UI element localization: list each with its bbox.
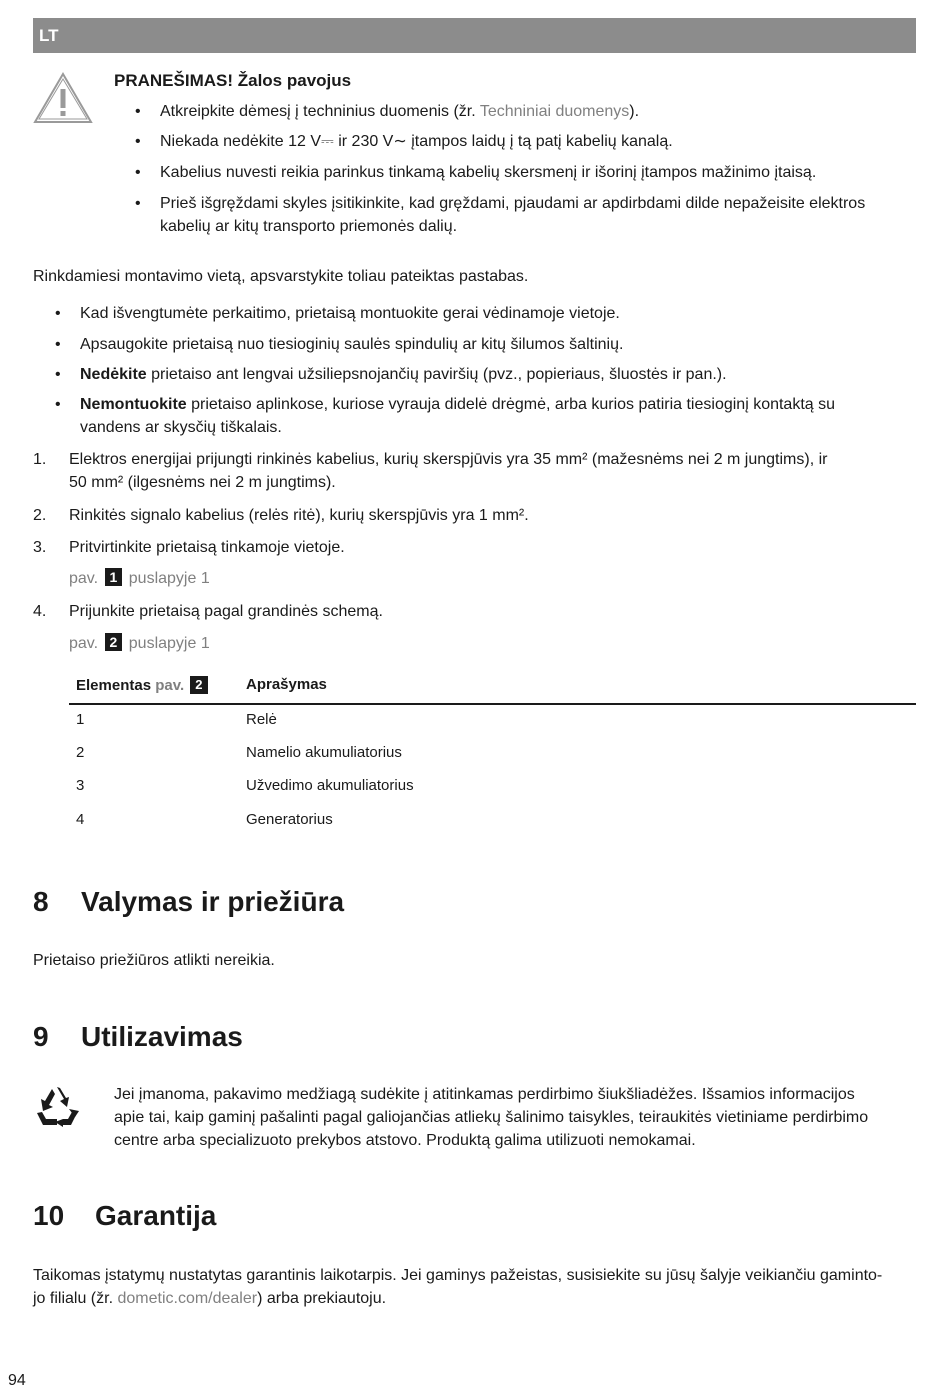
table-cell-description: Relė (246, 711, 277, 728)
bullet-dot: • (55, 305, 61, 322)
bullet-dot: • (135, 133, 141, 150)
notice-item (135, 161, 817, 184)
consideration-text: prietaiso aplinkose, kuriose vyrauja didelė drėgmė, arba kurios patiria tiesioginį kontaktą su (186, 396, 836, 413)
consideration-item (55, 363, 727, 386)
section-number: 9 (33, 1021, 49, 1052)
step-3 (33, 536, 913, 559)
intro-paragraph: Rinkdamiesi montavimo vietą, apsvarstykite toliau pateiktas pastabas. (33, 268, 529, 285)
section-9-line: Jei įmanoma, pakavimo medžiagą sudėkite į atitinkamas perdirbimo šiukšliadėžes. Išsamios informacijos (114, 1086, 855, 1103)
step-number: 4. (33, 603, 47, 620)
table-cell-description: Užvedimo akumuliatorius (246, 777, 414, 794)
section-10-heading (33, 1200, 216, 1232)
step-text: Pritvirtinkite prietaisą tinkamoje vietoje. (69, 539, 345, 556)
notice-item (135, 192, 866, 238)
bullet-dot: • (55, 336, 61, 353)
bullet-dot: • (55, 396, 61, 413)
tech-data-link[interactable]: Techniniai duomenys (479, 103, 630, 120)
section-9-body (114, 1083, 868, 1152)
section-9-line: apie tai, kaip gaminį pašalinti pagal galiojančias atliekų šalinimo taisykles, teiraukitės vietiniame perdirbimo (114, 1109, 869, 1126)
notice-item-text: Kabelius nuvesti reikia parinkus tinkamą kabelių skersmenį ir išorinį įtampos mažinimo įtaisą. (160, 164, 817, 181)
consideration-text: Kad išvengtumėte perkaitimo, prietaisą montuokite gerai vėdinamoje vietoje. (80, 305, 620, 322)
table-cell-description: Generatorius (246, 811, 333, 828)
table-header-label: Elementas (76, 677, 152, 694)
section-9-heading (33, 1021, 243, 1053)
section-title: Utilizavimas (81, 1021, 243, 1052)
section-10-line: Taikomas įstatymų nustatytas garantinis laikotarpis. Jei gaminys pažeistas, susisiekite su jūsų šalyje veikiančiu gaminto- (33, 1267, 883, 1284)
table-cell-item: 4 (76, 811, 85, 828)
section-10-line2-start: jo filialu (žr. (33, 1290, 118, 1307)
notice-title: PRANEŠIMAS! Žalos pavojus (114, 71, 352, 90)
bullet-dot: • (135, 164, 141, 181)
figure-number-badge: 1 (105, 568, 123, 586)
step-text: Prijunkite prietaisą pagal grandinės schemą. (69, 603, 383, 620)
dealer-link[interactable]: dometic.com/dealer (117, 1290, 258, 1307)
figure-number-badge: 2 (190, 676, 207, 694)
table-cell-item: 3 (76, 777, 85, 794)
figure-ref-prefix: pav. (69, 570, 99, 587)
notice-item-text: Atkreipkite dėmesį į techninius duomenis (žr. (160, 103, 480, 120)
table-header-description: Aprašymas (246, 676, 327, 693)
consideration-text: prietaiso ant lengvai užsiliepsnojančių paviršių (pvz., popieriaus, šluostės ir pan.). (146, 366, 727, 383)
section-8-heading (33, 886, 344, 918)
recycle-icon (33, 1085, 81, 1131)
step-1 (33, 448, 913, 494)
consideration-item (55, 333, 624, 356)
notice-item-text-end: ). (629, 103, 640, 120)
notice-item-text: Prieš išgręždami skyles įsitikinkite, kad gręždami, pjaudami ar apdirbdami dilde nepažeisite elektros (160, 195, 866, 212)
table-cell-item: 1 (76, 711, 85, 728)
table-header-divider (69, 703, 916, 705)
section-title: Garantija (95, 1200, 217, 1231)
page-number: 94 (8, 1372, 26, 1389)
section-10-line2-end: ) arba prekiautoju. (257, 1290, 387, 1307)
section-8-body: Prietaiso priežiūros atlikti nereikia. (33, 952, 275, 969)
figure-reference[interactable] (69, 567, 210, 590)
figure-ref-page: puslapyje 1 (128, 570, 210, 587)
section-number: 10 (33, 1200, 65, 1231)
step-number: 3. (33, 539, 47, 556)
notice-item (135, 100, 640, 123)
step-number: 1. (33, 451, 47, 468)
consideration-text-line2: vandens ar skysčių tiškalais. (80, 419, 282, 436)
table-header-item (76, 676, 210, 694)
bullet-dot: • (135, 103, 141, 120)
table-header-ref: pav. (155, 677, 185, 694)
table-cell-item: 2 (76, 744, 85, 761)
language-code: LT (39, 26, 59, 45)
figure-ref-page: puslapyje 1 (128, 635, 210, 652)
step-text-line2: 50 mm² (ilgesnėms nei 2 m jungtims). (69, 474, 336, 491)
bullet-dot: • (135, 195, 141, 212)
figure-reference[interactable] (69, 632, 210, 655)
notice-item-text-line2: kabelių ar kitų transporto priemonės dalių. (160, 218, 458, 235)
language-header-bar (33, 18, 916, 53)
step-2 (33, 504, 913, 527)
section-title: Valymas ir priežiūra (81, 886, 345, 917)
step-number: 2. (33, 507, 47, 524)
section-10-body (33, 1264, 882, 1310)
section-9-line: centre arba specializuoto prekybos atstovo. Produktą galima utilizuoti nemokamai. (114, 1132, 696, 1149)
consideration-bold: Nedėkite (80, 366, 147, 383)
section-number: 8 (33, 886, 49, 917)
step-4 (33, 600, 913, 623)
consideration-text: Apsaugokite prietaisą nuo tiesioginių saulės spindulių ar kitų šilumos šaltinių. (80, 336, 624, 353)
notice-item (135, 130, 673, 153)
step-text: Elektros energijai prijungti rinkinės kabelius, kurių skerspjūvis yra 35 mm² (mažesnėms nei 2 m jungtims), ir (69, 451, 828, 468)
warning-icon (33, 72, 93, 124)
consideration-item (55, 302, 620, 325)
figure-number-badge: 2 (105, 633, 123, 651)
consideration-bold: Nemontuokite (80, 396, 187, 413)
bullet-dot: • (55, 366, 61, 383)
step-text: Rinkitės signalo kabelius (relės ritė), kurių skerspjūvis yra 1 mm². (69, 507, 529, 524)
figure-ref-prefix: pav. (69, 635, 99, 652)
notice-item-text: Niekada nedėkite 12 V⎓ ir 230 V∼ įtampos laidų į tą patį kabelių kanalą. (160, 133, 673, 150)
table-cell-description: Namelio akumuliatorius (246, 744, 402, 761)
consideration-item (55, 393, 836, 439)
